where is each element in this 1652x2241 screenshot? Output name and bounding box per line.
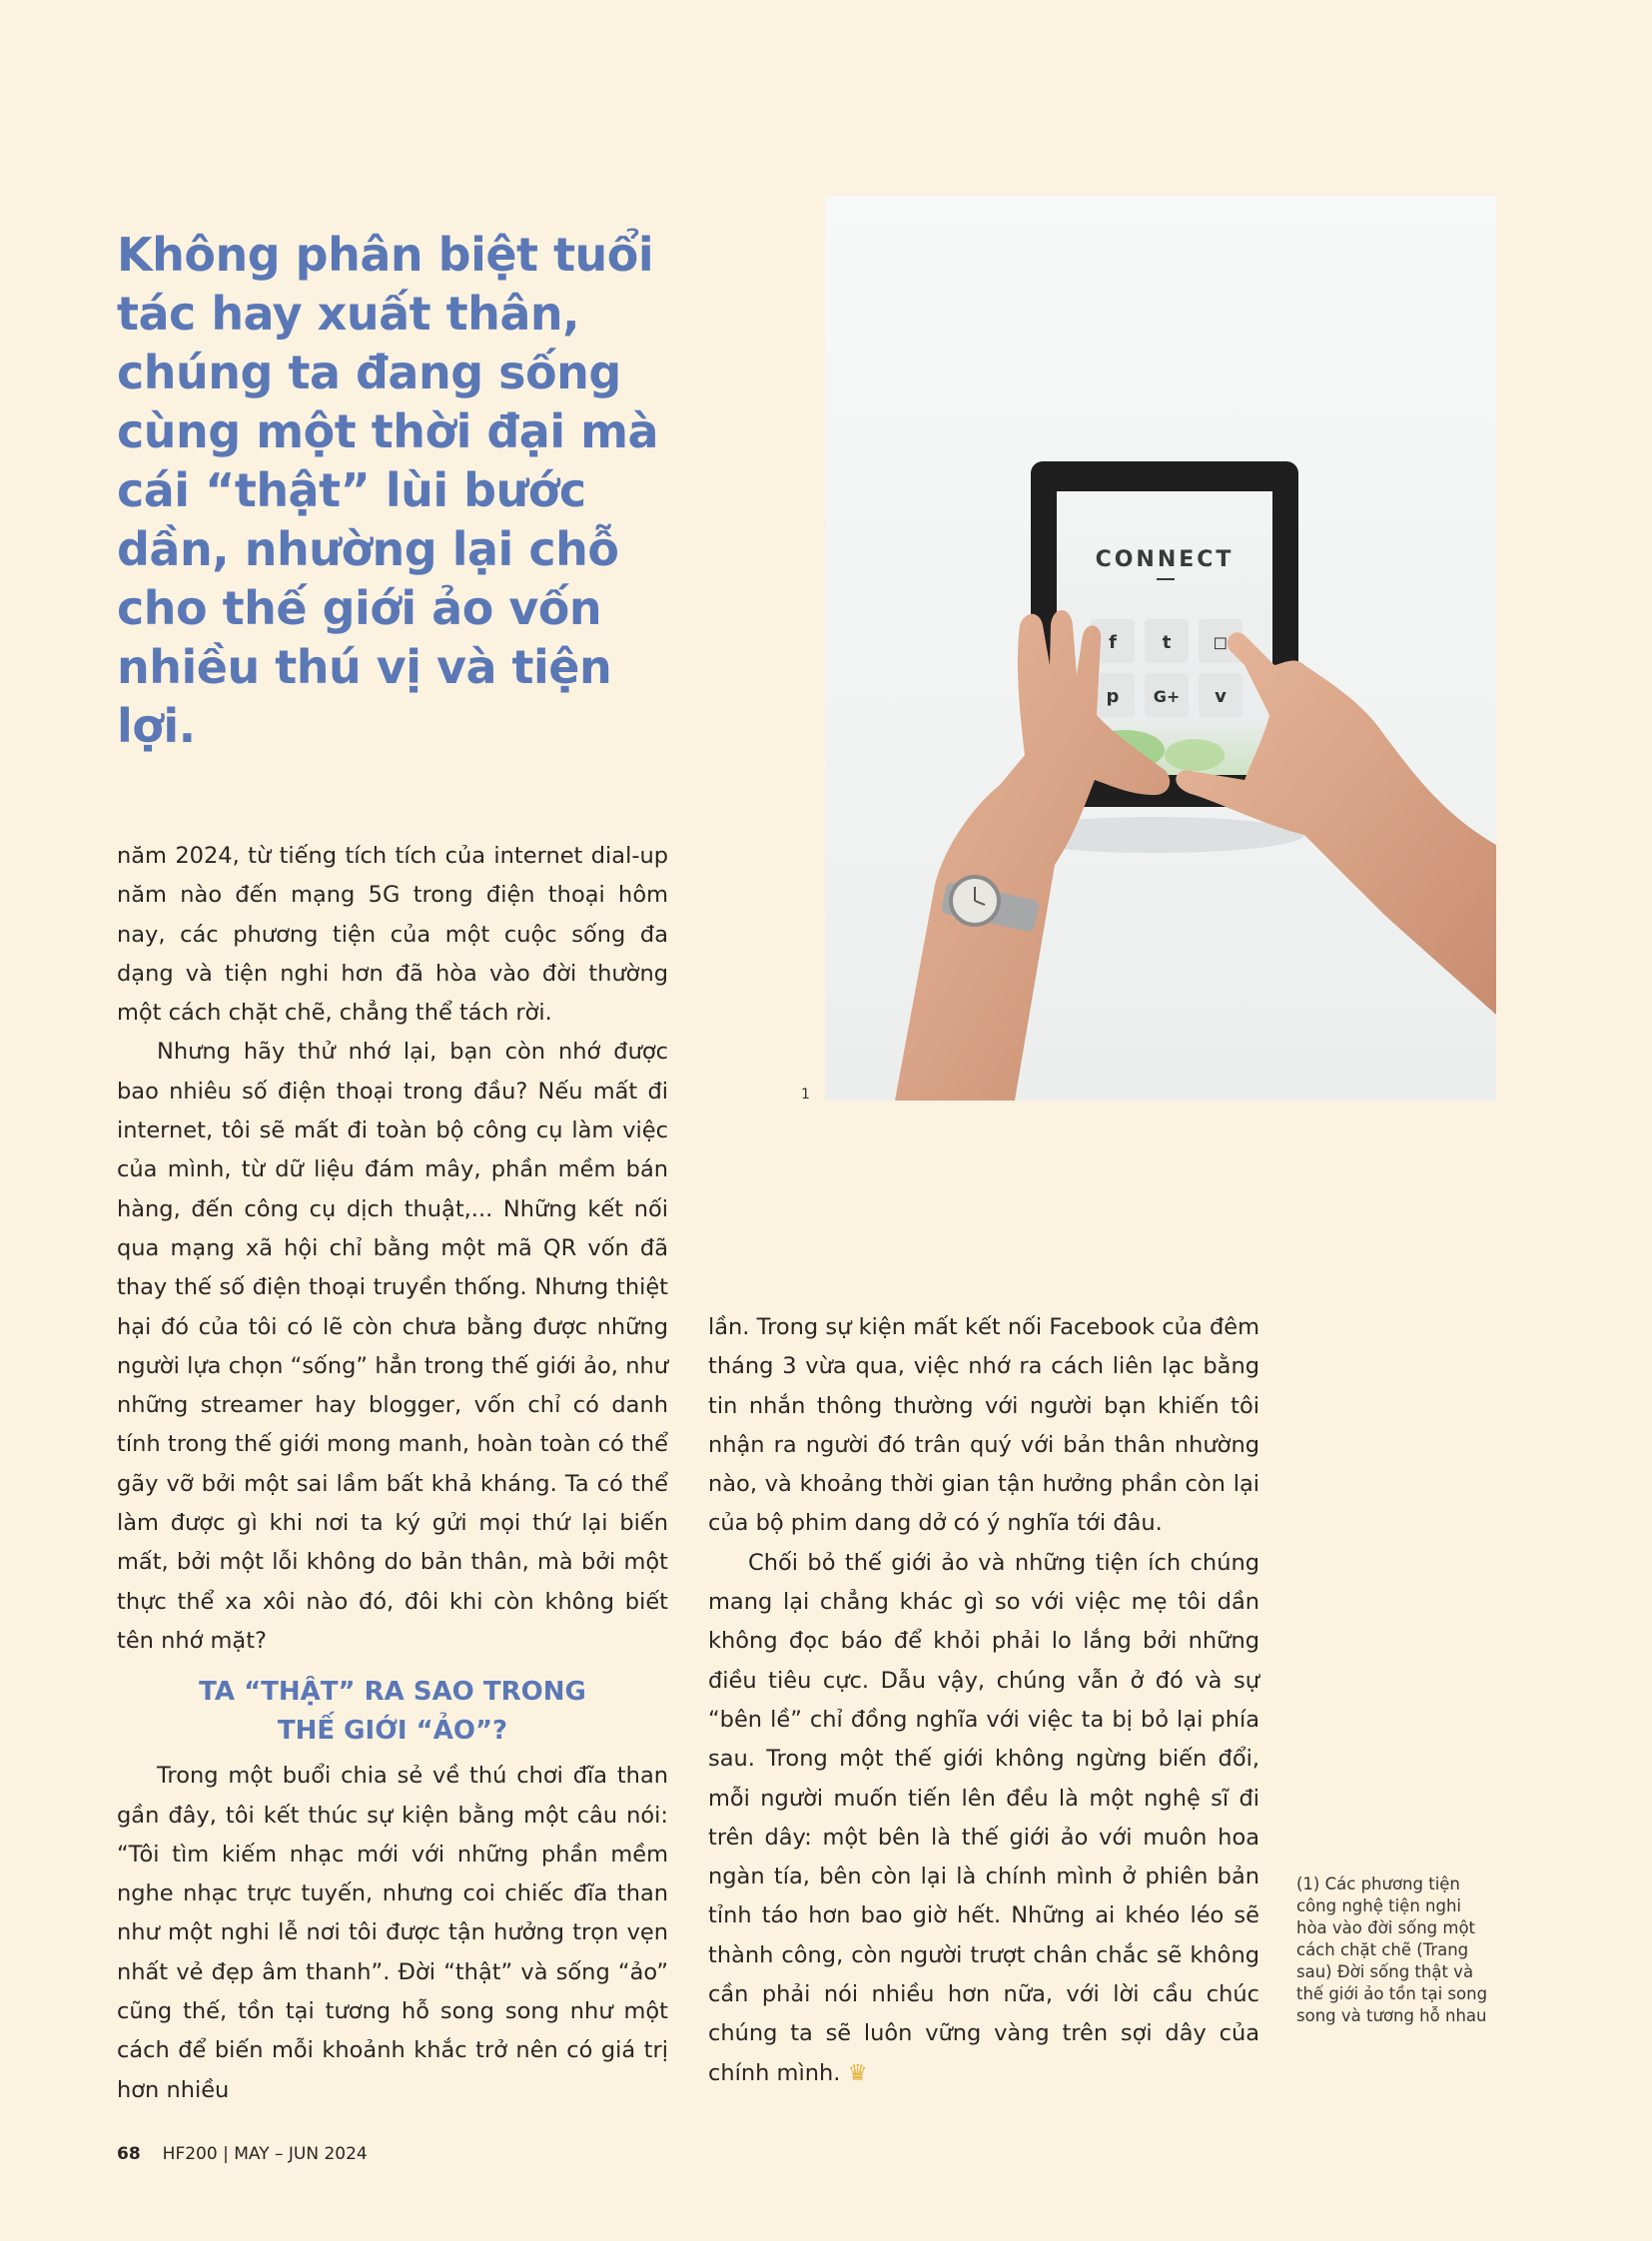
facebook-icon: f — [1109, 632, 1117, 653]
end-mark-icon: ♛ — [847, 2059, 868, 2086]
paragraph: năm 2024, từ tiếng tích tích của internet dial-up năm nào đến mạng 5G trong điện thoại hôm nay, các phương tiện của một cuộc sống đa dạng và tiện nghi hơn đã hòa vào đời thường một cách chặt chẽ, chẳng thể tách rời. — [117, 843, 668, 1027]
paragraph: Trong một buổi chia sẻ về thú chơi đĩa than gần đây, tôi kết thúc sự kiện bằng một câu nói: “Tôi tìm kiếm nhạc mới với những phần mềm nghe nhạc trực tuyến, nhưng coi chiếc đĩa than như một nghi lễ nơi tôi được tận hưởng trọn vẹn nhất vẻ đẹp âm thanh”. Đời “thật” và sống “ảo” cũng thế, tồn tại tương hỗ song song như một cách để biến mỗi khoảnh khắc trở nên có giá trị hơn nhiều — [117, 1763, 668, 2103]
tablet-photo — [825, 196, 1496, 1101]
paragraph: lần. Trong sự kiện mất kết nối Facebook của đêm tháng 3 vừa qua, việc nhớ ra cách liên lạc bằng tin nhắn thông thường với người bạn khiến tôi nhận ra người đó trân quý với bản thân nhường nào, và khoảng thời gian tận hưởng phần còn lại của bộ phim dang dở có ý nghĩa tới đâu. — [708, 1314, 1259, 1537]
pinterest-icon: p — [1106, 686, 1120, 707]
paragraph: Nhưng hãy thử nhớ lại, bạn còn nhớ được bao nhiêu số điện thoại trong đầu? Nếu mất đi internet, tôi sẽ mất đi toàn bộ công cụ làm việc của mình, từ dữ liệu đám mây, phần mềm bán hàng, đến công cụ dịch thuật,... Những kết nối qua mạng xã hội chỉ bằng một mã QR vốn đã thay thế số điện thoại truyền thống. Nhưng thiệt hại đó của tôi có lẽ còn chưa bằng được những người lựa chọn “sống” hẳn trong thế giới ảo, như những streamer hay blogger, vốn chỉ có danh tính trong thế giới mong manh, hoàn toàn có thể gãy vỡ bởi một sai lầm bất khả kháng. Ta có thể làm được gì khi nơi ta ký gửi mọi thứ lại biến mất, bởi một lỗi không do bản thân, mà bởi một thực thể xa xôi nào đó, đôi khi còn không biết tên nhớ mặt? — [117, 1039, 668, 1654]
left-column — [117, 837, 668, 2110]
subheading-line: THẾ GIỚI “ẢO”? — [277, 1716, 508, 1747]
middle-column — [708, 1308, 1259, 2093]
google-plus-icon: G+ — [1153, 687, 1181, 706]
paragraph — [708, 1544, 1259, 2093]
subheading-line: TA “THẬT” RA SAO TRONG — [199, 1677, 586, 1708]
image-caption: (1) Các phương tiện công nghệ tiện nghi hòa vào đời sống một cách chặt chẽ (Trang sau) Đời sống thật và thế giới ảo tồn tại song song và tương hỗ nhau — [1296, 1874, 1488, 2025]
pull-quote: Không phân biệt tuổi tác hay xuất thân, chúng ta đang sống cùng một thời đại mà cái “thật” lùi bước dần, nhường lại chỗ cho thế giới ảo vốn nhiều thú vị và tiện lợi. — [117, 228, 659, 753]
instagram-icon: ◻ — [1213, 632, 1229, 653]
screen-title: CONNECT — [1095, 547, 1235, 572]
tablet-hands-illustration — [825, 196, 1496, 1101]
section-subheading — [117, 1673, 668, 1751]
page-number: 68 — [117, 2144, 141, 2164]
vimeo-icon: v — [1215, 686, 1227, 707]
page-footer — [117, 2144, 368, 2164]
paragraph-text: Chối bỏ thế giới ảo và những tiện ích chúng mang lại chẳng khác gì so với việc mẹ tôi dần không đọc báo để khỏi phải lo lắng bởi những điều tiêu cực. Dẫu vậy, chúng vẫn ở đó và sự “bên lề” chỉ đồng nghĩa với việc ta bị bỏ lại phía sau. Trong một thế giới không ngừng biến đổi, mỗi người muốn tiến lên đều là một nghệ sĩ đi trên dây: một bên là thế giới ảo với muôn hoa ngàn tía, bên còn lại là chính mình ở phiên bản tỉnh táo hơn bao giờ hết. Những ai khéo léo sẽ thành công, còn người trượt chân chắc sẽ không cần phải nói nhiều hơn nữa, với lời cầu chúc chúng ta sẽ luôn vững vàng trên sợi dây của chính mình. — [708, 1549, 1259, 2086]
issue-label: HF200 | MAY – JUN 2024 — [162, 2144, 368, 2164]
figure-number: 1 — [801, 1087, 810, 1103]
twitter-icon: t — [1162, 632, 1172, 653]
